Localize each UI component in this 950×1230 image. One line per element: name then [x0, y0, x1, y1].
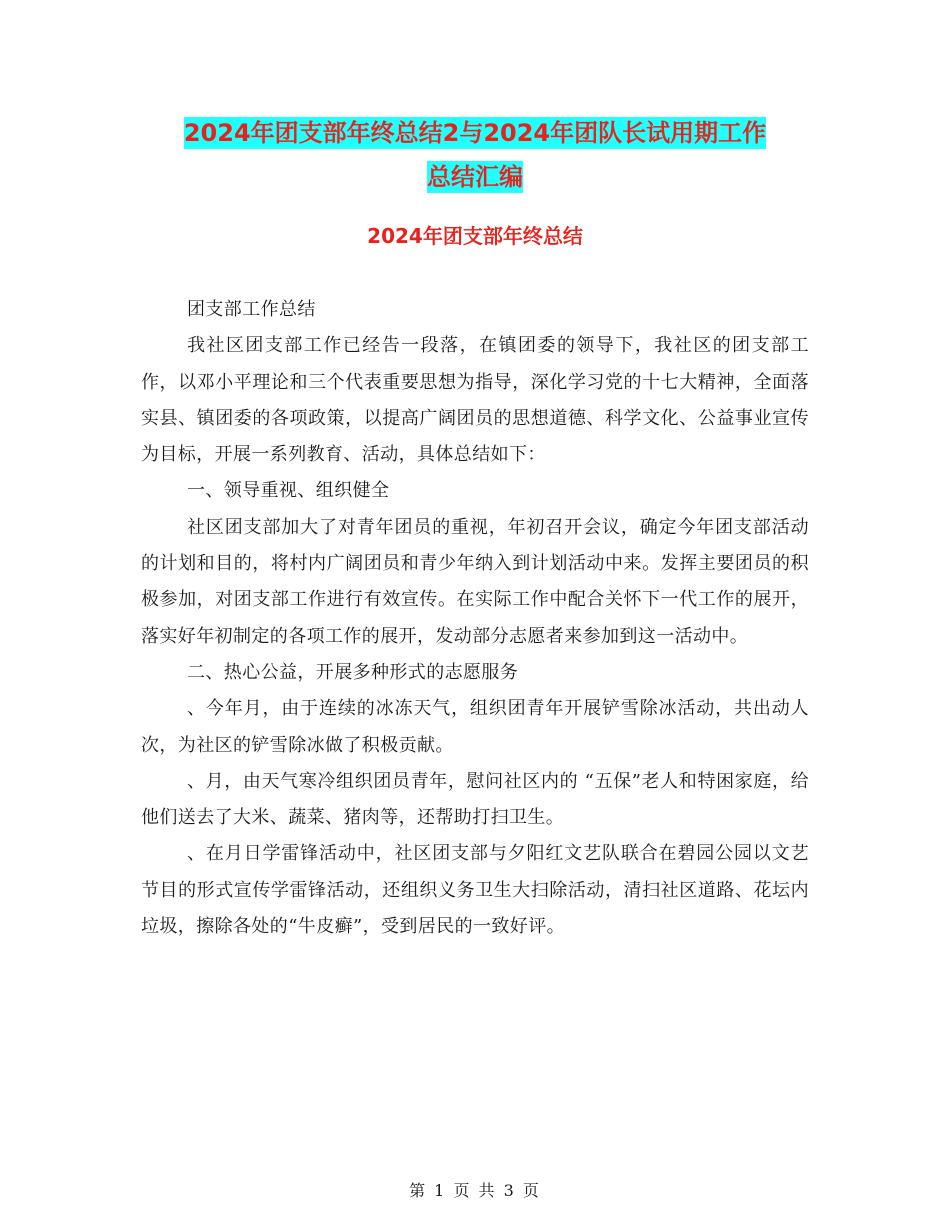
paragraph: 、今年月，由于连续的冰冻天气，组织团青年开展铲雪除冰活动，共出动人次，为社区的铲雪除冰做了积极贡献。	[141, 698, 809, 756]
title-line-1: 2024年团支部年终总结2与2024年团队长试用期工作	[183, 119, 767, 147]
paragraph-heading: 二、热心公益，开展多种形式的志愿服务	[187, 661, 519, 683]
page-footer: 第 1 页 共 3 页	[409, 1181, 541, 1200]
document-title	[0, 111, 950, 199]
paragraph-heading: 一、领导重视、组织健全	[187, 480, 390, 502]
document-body	[141, 292, 809, 945]
paragraph: 、月，由天气寒冷组织团员青年，慰问社区内的 “五保”老人和特困家庭，给他们送去了大米、蔬菜、猪肉等，还帮助打扫卫生。	[141, 770, 809, 829]
paragraph-heading: 团支部工作总结	[187, 299, 316, 320]
section-title: 2024年团支部年终总结	[367, 224, 583, 248]
title-line-2: 总结汇编	[427, 163, 523, 191]
paragraph: 、在月日学雷锋活动中，社区团支部与夕阳红文艺队联合在碧园公园以文艺节目的形式宣传学雷锋活动，还组织义务卫生大扫除活动，清扫社区道路、花坛内垃圾，擦除各处的“牛皮癣”，受到居民的一致好评。	[141, 843, 809, 938]
paragraph: 我社区团支部工作已经告一段落，在镇团委的领导下，我社区的团支部工作，以邓小平理论和三个代表重要思想为指导，深化学习党的十七大精神，全面落实县、镇团委的各项政策，以提高广阔团员的思想道德、科学文化、公益事业宣传为目标，开展一系列教育、活动，具体总结如下：	[141, 335, 809, 466]
paragraph: 社区团支部加大了对青年团员的重视，年初召开会议，确定今年团支部活动的计划和目的，将村内广阔团员和青少年纳入到计划活动中来。发挥主要团员的积极参加，对团支部工作进行有效宣传。在实际工作中配合关怀下一代工作的展开，落实好年初制定的各项工作的展开，发动部分志愿者来参加到这一活动中。	[141, 516, 809, 647]
